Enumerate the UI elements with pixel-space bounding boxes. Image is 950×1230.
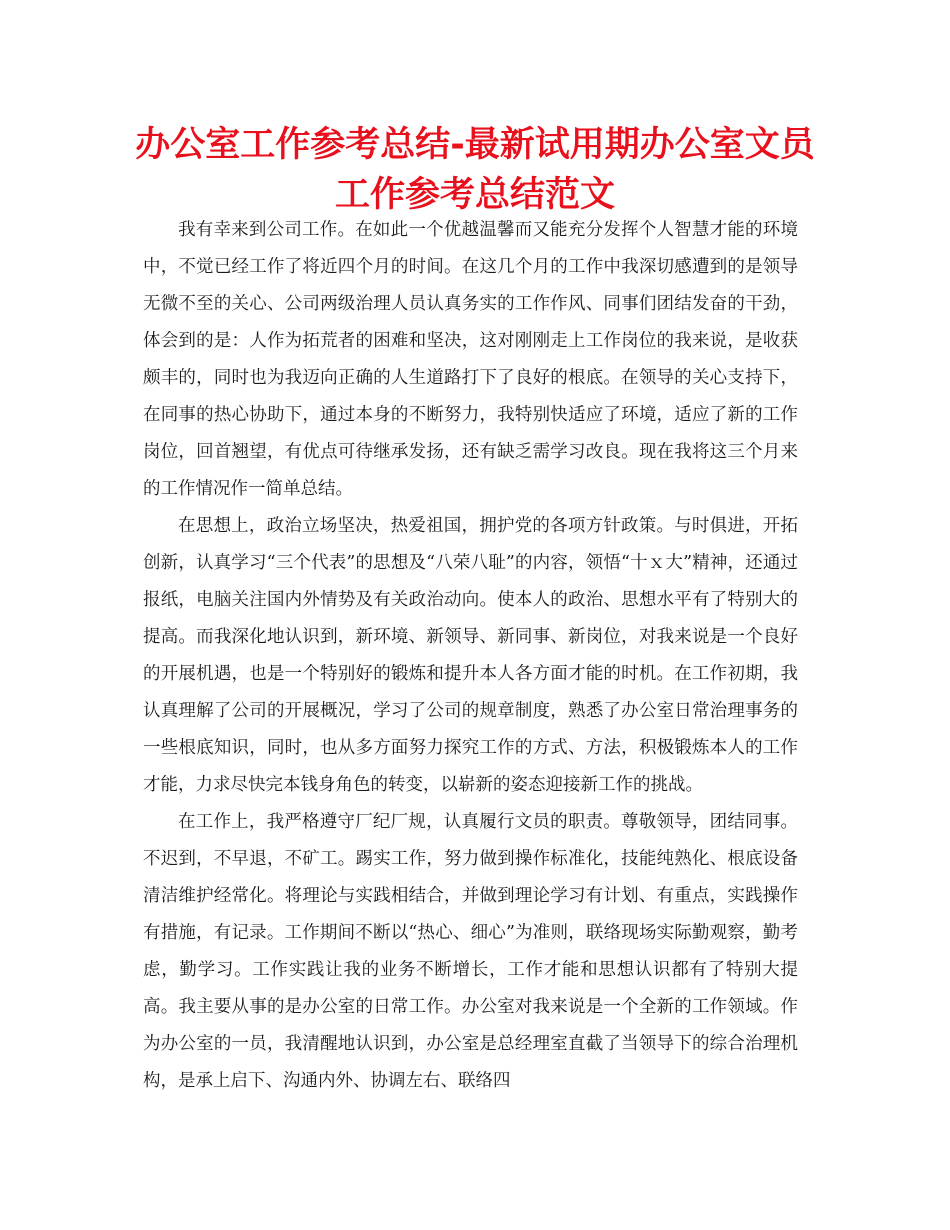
paragraph: 在思想上，政治立场坚决，热爱祖国，拥护党的各项方针政策。与时俱进，开拓创新，认真学习“三个代表”的思想及“八荣八耻”的内容，领悟“十ｘ大”精神，还通过报纸，电脑关注国内外情势及有关政治动向。使本人的政治、思想水平有了特别大的提高。而我深化地认识到，新环境、新领导、新同事、新岗位，对我来说是一个良好的开展机遇，也是一个特别好的锻炼和提升本人各方面才能的时机。在工作初期，我认真理解了公司的开展概况，学习了公司的规章制度，熟悉了办公室日常治理事务的一些根底知识，同时，也从多方面努力探究工作的方式、方法，积极锻炼本人的工作才能，力求尽快完本钱身角色的转变，以崭新的姿态迎接新工作的挑战。 (143, 516, 798, 795)
document-body (143, 212, 798, 1100)
paragraph: 在工作上，我严格遵守厂纪厂规，认真履行文员的职责。尊敬领导，团结同事。不迟到，不早退，不矿工。踢实工作，努力做到操作标准化，技能纯熟化、根底设备清洁维护经常化。将理论与实践相结合，并做到理论学习有计划、有重点，实践操作有措施，有记录。工作期间不断以“热心、细心”为准则，联络现场实际勤观察，勤考虑，勤学习。工作实践让我的业务不断增长，工作才能和思想认识都有了特别大提高。我主要从事的是办公室的日常工作。办公室对我来说是一个全新的工作领域。作为办公室的一员，我清醒地认识到，办公室是总经理室直截了当领导下的综合治理机构，是承上启下、沟通内外、协调左右、联络四 (143, 812, 798, 1091)
paragraph: 我有幸来到公司工作。在如此一个优越温馨而又能充分发挥个人智慧才能的环境中，不觉已经工作了将近四个月的时间。在这几个月的工作中我深切感遭到的是领导无微不至的关心、公司两级治理人员认真务实的工作作风、同事们团结发奋的干劲，体会到的是：人作为拓荒者的困难和坚决，这对刚刚走上工作岗位的我来说，是收获颇丰的，同时也为我迈向正确的人生道路打下了良好的根底。在领导的关心支持下，在同事的热心协助下，通过本身的不断努力，我特别快适应了环境，适应了新的工作岗位，回首翘望，有优点可待继承发扬，还有缺乏需学习改良。现在我将这三个月来的工作情况作一简单总结。 (143, 220, 798, 499)
document-title: 办公室工作参考总结-最新试用期办公室文员工作参考总结范文 (135, 125, 815, 215)
